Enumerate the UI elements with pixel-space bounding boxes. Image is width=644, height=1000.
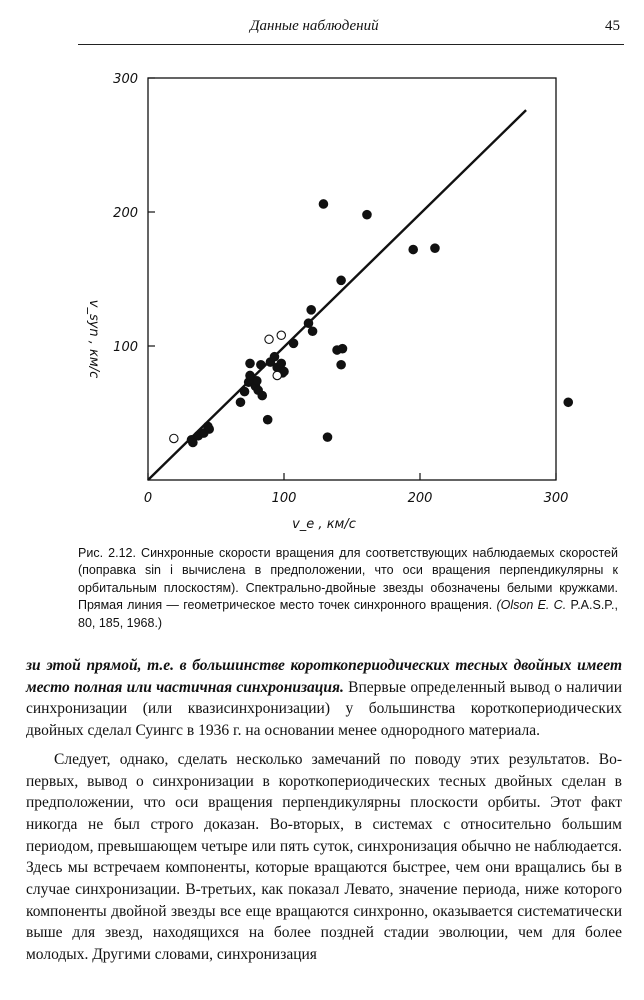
chart-points <box>170 200 573 447</box>
page-number: 45 <box>605 18 620 34</box>
y-axis-label: v_syn , км/с <box>86 299 101 379</box>
y-tick-label: 300 <box>113 72 138 87</box>
filled-data-point <box>337 360 346 369</box>
open-data-point <box>170 434 178 442</box>
figure-caption <box>78 545 618 632</box>
paragraph-1 <box>26 655 622 742</box>
open-data-point <box>265 335 273 343</box>
caption-reference-author: (Olson E. C. <box>496 598 567 613</box>
filled-data-point <box>319 200 328 209</box>
y-tick-label: 200 <box>113 206 138 221</box>
filled-data-point <box>431 244 440 253</box>
filled-data-point <box>277 359 286 368</box>
filled-data-point <box>289 339 298 348</box>
filled-data-point <box>258 391 267 400</box>
running-title: Данные наблюдений <box>250 18 379 34</box>
filled-data-point <box>304 319 313 328</box>
filled-data-point <box>246 359 255 368</box>
filled-data-point <box>308 327 317 336</box>
paragraph-1-rest: Впервые определенный вывод о наличии синхронизации (или квазисинхронизации) у большинства короткопериодических двойных сделал Суингс в 1936 г. на основании менее однородного материала. <box>26 678 623 740</box>
x-tick-label: 200 <box>407 491 433 506</box>
filled-data-point <box>263 415 272 424</box>
x-tick-label: 100 <box>271 491 297 506</box>
x-tick-label: 300 <box>543 491 569 506</box>
filled-data-point <box>323 433 332 442</box>
filled-data-point <box>409 245 418 254</box>
filled-data-point <box>257 360 266 369</box>
filled-data-point <box>338 344 347 353</box>
filled-data-point <box>236 398 245 407</box>
filled-data-point <box>363 210 372 219</box>
open-data-point <box>277 331 285 339</box>
paragraph-1-emphasis: зи этой прямой, т.е. в большинстве короткопериодических тесных двойных имеет место полная или частичная синхронизация. <box>26 657 622 696</box>
x-tick-label: 0 <box>143 491 153 506</box>
filled-data-point <box>204 422 213 431</box>
filled-data-point <box>240 387 249 396</box>
filled-data-point <box>253 377 262 386</box>
x-axis-label: v_e , км/с <box>292 517 356 532</box>
filled-data-point <box>564 398 573 407</box>
filled-data-point <box>270 352 279 361</box>
filled-data-point <box>337 276 346 285</box>
caption-reference: P.A.S.P., 80, 185, 1968.) <box>78 598 618 630</box>
y-tick-label: 100 <box>113 340 138 355</box>
paragraph-2: Следует, однако, сделать несколько замечаний по поводу этих результатов. Во-первых, вывод о синхронизации в короткопериодических тесных двойных сделан в предположении, что оси вращения перпендикулярны плоскости орбиты. Этот факт никогда не был строго доказан. Во-вторых, в системах с относительно большим периодом, превышающем четыре или пять суток, синхронизация обычно не наблюдается. Здесь мы встречаем компоненты, которые вращаются быстрее, чем они вращались бы в случае синхронизации. В-третьих, как показал Левато, значение периода, ниже которого компоненты двойной звезды все еще вращаются синхронно, оказывается систематически выше для звезд, находящихся на более поздней стадии эволюции, чем для более молодых. Другими словами, синхронизация <box>26 750 622 964</box>
open-data-point <box>273 371 281 379</box>
body-text <box>26 655 622 966</box>
filled-data-point <box>307 306 316 315</box>
caption-text: Рис. 2.12. Синхронные скорости вращения для соответствующих наблюдаемых скоростей (поправка sin i вычислена в предположении, что оси вращения перпендикулярны к орбитальным плоскостям). Спектрально-двойные звезды обозначены белыми кружками. Прямая линия — геометрическое место точек синхронного вращения. <box>78 546 618 613</box>
running-head <box>0 18 644 42</box>
header-rule <box>78 44 624 45</box>
scatter-chart <box>60 60 580 540</box>
